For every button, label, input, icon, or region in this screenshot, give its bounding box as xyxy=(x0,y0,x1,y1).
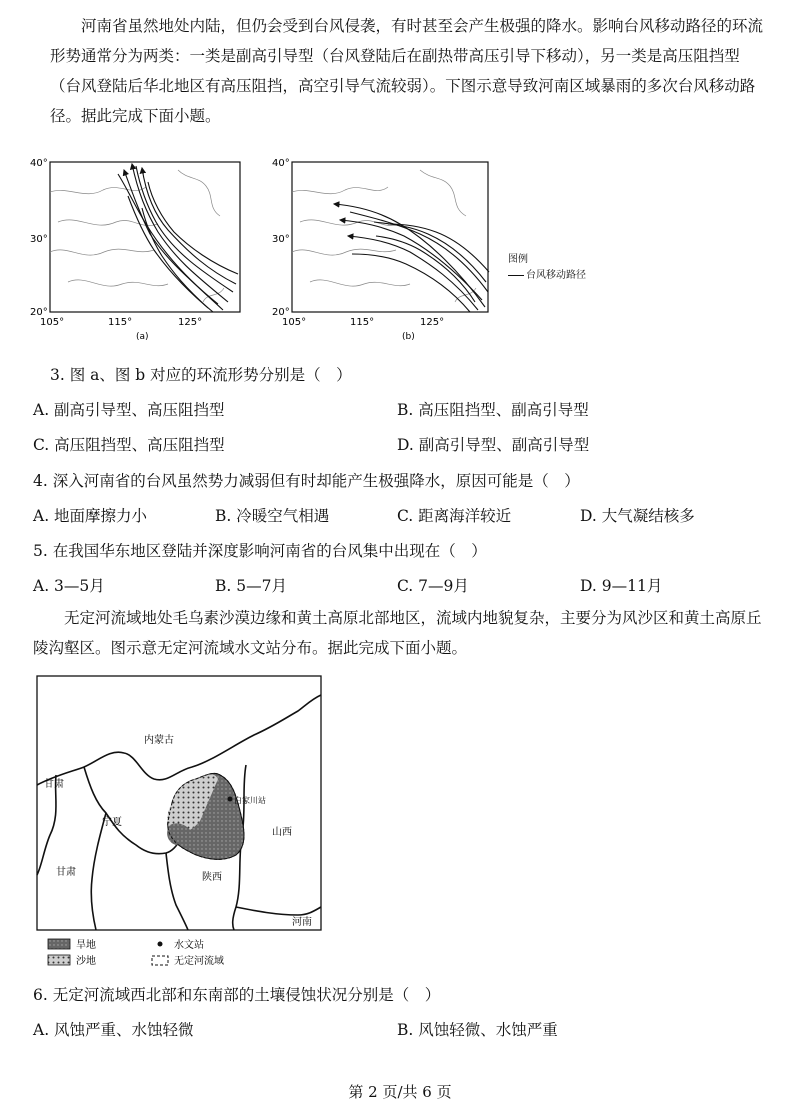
label-shanxi: 山西 xyxy=(272,827,292,838)
q5-option-b[interactable]: B. 5—7月 xyxy=(215,577,287,595)
question-5-stem: 5. 在我国华东地区登陆并深度影响河南省的台风集中出现在（ ） xyxy=(33,542,487,560)
map-a-lat-30: 30° xyxy=(30,234,48,245)
question-4-stem: 4. 深入河南省的台风虽然势力减弱但有时却能产生极强降水，原因可能是（ ） xyxy=(33,472,580,490)
q4-option-b[interactable]: B. 冷暖空气相遇 xyxy=(215,507,330,525)
label-station: 白家川站 xyxy=(234,796,266,805)
q4-option-c[interactable]: C. 距离海洋较近 xyxy=(397,507,512,525)
map-a-lat-40: 40° xyxy=(30,158,48,169)
legend-dryland: 旱地 xyxy=(76,940,96,951)
label-shaanxi: 陕西 xyxy=(202,872,222,883)
legend-station: 水文站 xyxy=(174,940,204,951)
legend-station-icon xyxy=(158,942,163,947)
typhoon-path-map-b xyxy=(270,152,500,342)
map-b-lon-115: 115° xyxy=(350,317,375,328)
map-b-lon-125: 125° xyxy=(420,317,445,328)
legend-sand-swatch xyxy=(48,955,70,965)
legend-item-typhoon-path: 台风移动路径 xyxy=(526,270,586,281)
q3-option-a[interactable]: A. 副高引导型、高压阻挡型 xyxy=(33,401,225,419)
page-footer: 第 2 页/共 6 页 xyxy=(348,1083,452,1101)
q5-option-d[interactable]: D. 9—11月 xyxy=(580,577,663,595)
q4-option-a[interactable]: A. 地面摩擦力小 xyxy=(33,507,148,525)
q3-option-c[interactable]: C. 高压阻挡型、高压阻挡型 xyxy=(33,436,225,454)
q4-option-d[interactable]: D. 大气凝结核多 xyxy=(580,507,695,525)
q5-option-c[interactable]: C. 7—9月 xyxy=(397,577,469,595)
typhoon-path-map-a xyxy=(28,152,243,342)
question-3-stem: 3. 图 a、图 b 对应的环流形势分别是（ ） xyxy=(50,366,352,384)
map-b-lon-105: 105° xyxy=(282,317,307,328)
map-b-panel-label: (b) xyxy=(402,332,415,342)
q6-option-b[interactable]: B. 风蚀轻微、水蚀严重 xyxy=(397,1021,558,1039)
question-6-stem: 6. 无定河流域西北部和东南部的土壤侵蚀状况分别是（ ） xyxy=(33,986,441,1004)
map-a-lon-105: 105° xyxy=(40,317,65,328)
label-ningxia: 宁夏 xyxy=(102,817,122,828)
legend-title: 图例 xyxy=(508,254,528,265)
wuding-river-basin-map xyxy=(36,675,326,975)
legend-dryland-swatch xyxy=(48,939,70,949)
hydrologic-station-marker xyxy=(228,797,233,802)
label-henan: 河南 xyxy=(292,917,312,928)
map-b-lat-40: 40° xyxy=(272,158,290,169)
map-b-lat-20: 20° xyxy=(272,307,290,318)
intro-paragraph-typhoon: 河南省虽然地处内陆，但仍会受到台风侵袭，有时甚至会产生极强的降水。影响台风移动路径的环流形势通常分为两类：一类是副高引导型（台风登陆后在副热带高压引导下移动），另一类是高压阻挡型（台风登陆后华北地区有高压阻挡，高空引导气流较弱）。下图示意导致河南区域暴雨的多次台风移动路径。据此完成下面小题。 xyxy=(50,17,764,125)
map-a-lat-20: 20° xyxy=(30,307,48,318)
map-a-lon-125: 125° xyxy=(178,317,203,328)
legend-line-icon xyxy=(508,275,524,276)
q6-option-a[interactable]: A. 风蚀严重、水蚀轻微 xyxy=(33,1021,194,1039)
intro-paragraph-wuding-river: 无定河流域地处毛乌素沙漠边缘和黄土高原北部地区，流域内地貌复杂，主要分为风沙区和黄土高原丘陵沟壑区。图示意无定河流域水文站分布。据此完成下面小题。 xyxy=(33,609,762,657)
legend-sand: 沙地 xyxy=(76,956,96,967)
map-a-panel-label: (a) xyxy=(136,332,149,342)
q3-option-d[interactable]: D. 副高引导型、副高引导型 xyxy=(397,436,590,454)
label-neimenggu: 内蒙古 xyxy=(144,735,174,746)
q3-option-b[interactable]: B. 高压阻挡型、副高引导型 xyxy=(397,401,589,419)
q5-option-a[interactable]: A. 3—5月 xyxy=(33,577,105,595)
map-b-lat-30: 30° xyxy=(272,234,290,245)
label-gansu-bottom: 甘肃 xyxy=(56,867,76,878)
typhoon-legend xyxy=(508,252,586,284)
map-a-lon-115: 115° xyxy=(108,317,133,328)
label-gansu-top: 甘肃 xyxy=(44,779,64,790)
legend-basin: 无定河流域 xyxy=(174,956,224,967)
legend-basin-icon xyxy=(152,956,168,965)
